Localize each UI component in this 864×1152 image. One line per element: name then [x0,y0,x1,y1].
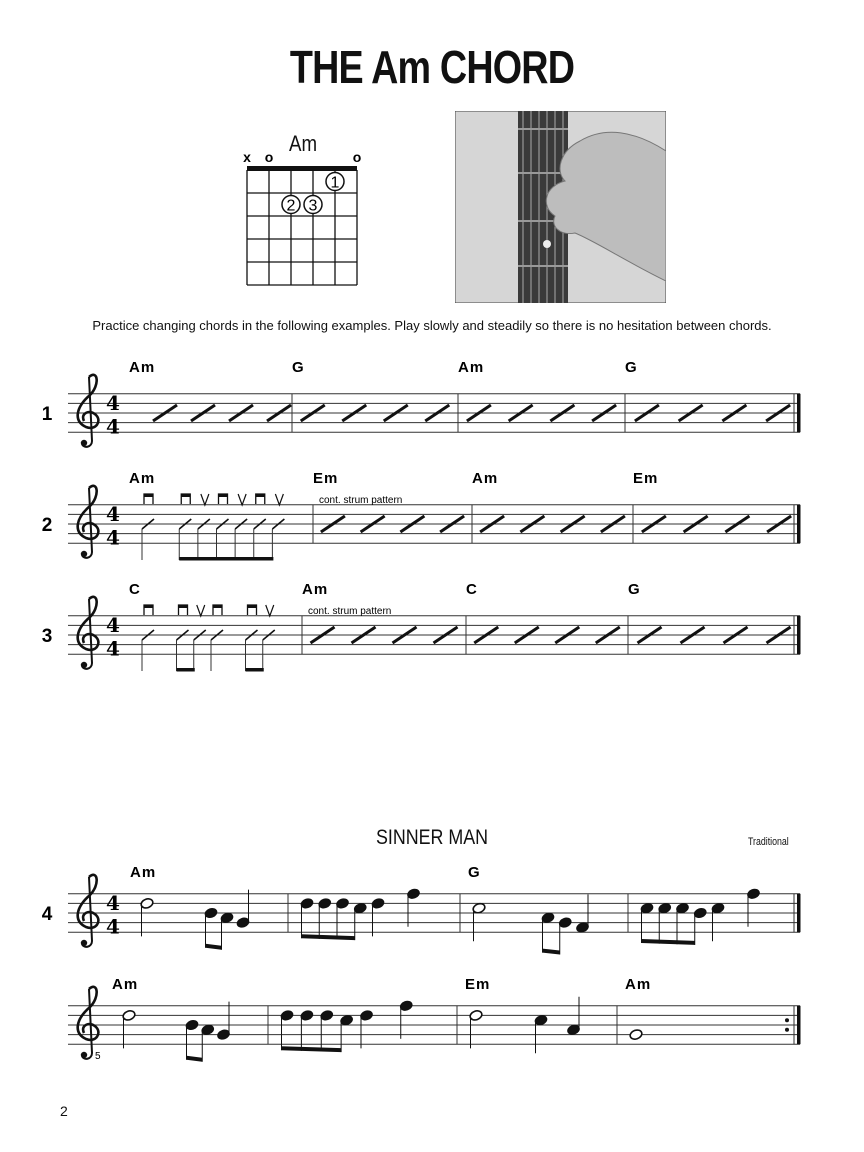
string-mark: x [243,150,251,165]
note-head [204,907,218,919]
bar-number: 5 [95,1051,101,1062]
note-head [746,888,760,900]
beam [187,1056,203,1062]
note-head [399,1000,413,1012]
note-head [236,917,250,929]
note-head [469,1009,483,1021]
chord-symbol: Am [112,976,139,993]
exercise-number: 3 [41,626,53,647]
treble-clef-ball [81,440,87,446]
note-head [675,902,689,914]
string-mark: o [352,150,362,165]
note-head [140,897,154,909]
final-barline-thick [797,616,801,654]
up-strum-icon [266,605,274,616]
finger-number: 3 [308,197,318,215]
chord-symbol: Am [472,470,499,487]
chord-symbol: G [628,581,641,598]
note-head [711,902,725,914]
treble-clef-curve [78,375,99,428]
note-head [318,897,332,909]
note-head [280,1009,294,1021]
page-title: THE Am CHORD [289,41,575,93]
chord-symbol: G [468,864,481,881]
down-strum-icon-bar [219,494,228,497]
beam [177,668,195,672]
note-head [359,1009,373,1021]
down-strum-icon-bar [144,494,153,497]
note-head [558,917,572,929]
beam [246,668,264,672]
final-barline-thick [797,505,801,543]
finger-number: 1 [330,174,340,192]
beam [302,934,355,940]
page-number: 2 [60,1103,68,1119]
up-strum-icon [201,494,209,505]
note-head [353,902,367,914]
down-strum-icon-bar [181,494,190,497]
treble-clef-curve [78,597,99,650]
beam [206,944,222,950]
chord-symbol: Em [633,470,659,487]
time-signature-top: 4 [106,391,120,415]
chord-diagram-name: Am [288,131,318,156]
exercise-number: 4 [41,904,53,925]
down-strum-icon-bar [213,605,222,608]
note-head [566,1024,580,1036]
treble-clef-icon [78,597,99,669]
note-head [300,1009,314,1021]
note-head [472,902,486,914]
treble-clef-icon [78,375,99,447]
note-head [371,897,385,909]
chord-symbol: Em [313,470,339,487]
note-head [629,1029,643,1041]
chord-symbol: Am [129,470,156,487]
strum-note: cont. strum pattern [308,606,392,617]
time-signature-bottom: 4 [106,414,120,439]
note-head [122,1009,136,1021]
note-head [320,1009,334,1021]
treble-clef-curve [78,875,99,928]
string-mark: o [264,150,274,165]
strum-note: cont. strum pattern [319,495,403,506]
time-signature-bottom: 4 [106,636,120,661]
note-head [541,912,555,924]
treble-clef-ball [81,1052,87,1058]
finger-number: 2 [286,197,296,215]
song-title: SINNER MAN [375,826,489,849]
chord-symbol: Am [130,864,157,881]
beam [179,557,273,561]
time-signature-top: 4 [106,891,120,915]
note-head [220,912,234,924]
repeat-dot [785,1028,789,1032]
beam [642,939,695,945]
note-head [534,1014,548,1026]
chord-symbol: Am [302,581,329,598]
beam [282,1046,342,1052]
chord-symbol: Am [625,976,652,993]
chord-symbol: C [466,581,478,598]
treble-clef-curve [78,987,99,1040]
song-credit: Traditional [748,836,789,848]
beam [543,949,560,955]
treble-clef-icon [78,987,99,1059]
time-signature-bottom: 4 [106,914,120,939]
treble-clef-icon [78,486,99,558]
down-strum-icon-bar [256,494,265,497]
note-head [658,902,672,914]
note-head [575,921,589,933]
treble-clef-ball [81,662,87,668]
instructions-text: Practice changing chords in the following examples. Play slowly and steadily so there is no hesitation between chords. [92,318,772,333]
note-head [340,1014,354,1026]
exercise-number: 2 [41,515,53,536]
treble-clef-curve [78,486,99,539]
exercise-number: 1 [41,404,53,425]
chord-symbol: Am [458,359,485,376]
up-strum-icon [197,605,205,616]
treble-clef-ball [81,940,87,946]
chord-symbol: Am [129,359,156,376]
note-head [300,897,314,909]
note-head [640,902,654,914]
note-head [185,1019,199,1031]
final-barline-thick [797,394,801,432]
chord-symbol: G [292,359,305,376]
time-signature-top: 4 [106,502,120,526]
down-strum-icon-bar [179,605,188,608]
note-head [201,1024,215,1036]
final-barline-thick [797,1006,801,1044]
treble-clef-ball [81,551,87,557]
treble-clef-icon [78,875,99,947]
repeat-dot [785,1018,789,1022]
chord-symbol: Em [465,976,491,993]
down-strum-icon-bar [144,605,153,608]
chord-symbol: C [129,581,141,598]
final-barline-thick [797,894,801,932]
time-signature-bottom: 4 [106,525,120,550]
note-head [693,907,707,919]
up-strum-icon [275,494,283,505]
up-strum-icon [238,494,246,505]
time-signature-top: 4 [106,613,120,637]
note-head [335,897,349,909]
chord-symbol: G [625,359,638,376]
note-head [406,888,420,900]
down-strum-icon-bar [248,605,257,608]
note-head [216,1029,230,1041]
